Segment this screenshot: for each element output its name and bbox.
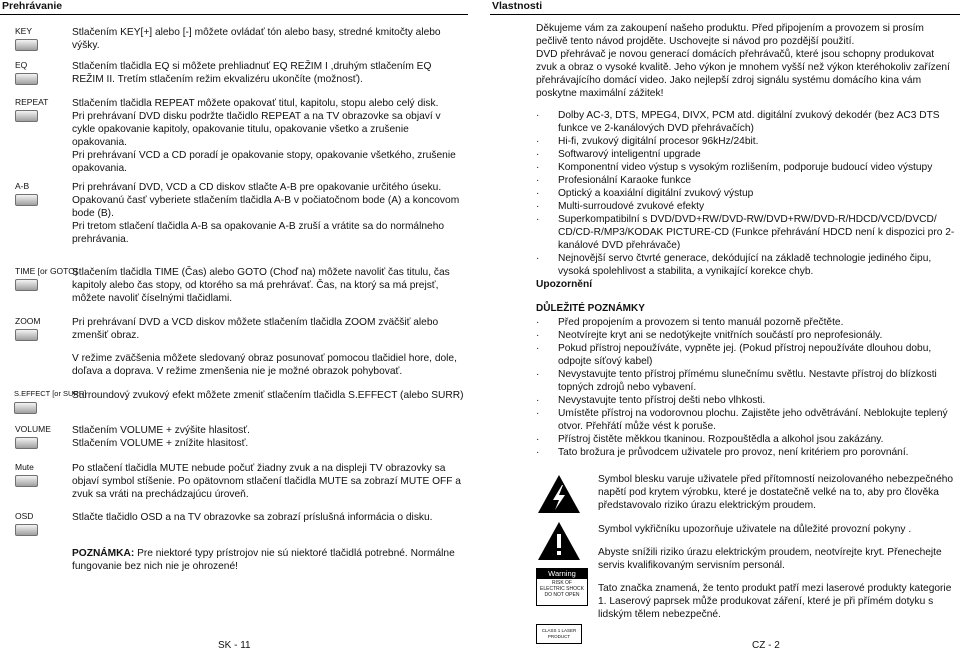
remote-button-icon: [15, 279, 38, 291]
list-item: · Komponentní video výstup s vysokým rozlišením, podporuje budoucí video výstupy: [536, 162, 933, 173]
bullet-icon: ·: [536, 434, 540, 445]
list-item: · Před propojením a provozem si tento manuál pozorně přečtěte.: [536, 317, 844, 328]
key-label-zoom: ZOOM: [15, 316, 71, 341]
list-item: · Nevystavujte tento přístroj přímému slunečnímu světlu. Nestavte přístroj do blízkosti topných zdrojů nebo vybavení.: [536, 369, 937, 393]
bullet-icon: ·: [536, 214, 540, 225]
left-page: [0, 0, 468, 658]
key-label-key: KEY: [15, 26, 71, 51]
note-text: Pre niektoré typy prístrojov nie sú niektoré tlačidlá potrebné. Normálne fungovanie bez nich nie je ohrozené!: [72, 548, 455, 572]
list-item: · Multi-surroudové zvukové efekty: [536, 201, 705, 212]
list-item: · Nejnovější servo čtvrté generace, dekódující na základě technologie jediného čipu, vysoká spolehlivost a stabilita, a vynikající korekce chyb.: [536, 253, 932, 277]
desc-ab: Pri prehrávaní DVD, VCD a CD diskov stlačte A-B pre opakovanie určitého úseku. Opakovanú časť vyberiete stlačením tlačidla A-B v počiatočnom bode (A) a koncovom bode (B). Pri tretom stlačení tlačidla A-B sa opakovanie A-B zruší a vrátite sa do normálneho prehrávania.: [72, 182, 460, 245]
bullet-icon: ·: [536, 317, 540, 328]
desc-repeat: Stlačením tlačidla REPEAT môžete opakovať titul, kapitolu, stopu alebo celý disk. Pri prehrávaní DVD disku podržte tlačidlo REPEAT a na TV obrazovke sa objaví v cykle opakovanie kapitoly, opakovanie titulu, opakovanie všetko a zrušenie opakovania. Pri prehrávaní VCD a CD poradí je opakovanie stopy, opakovanie všetkého, zrušenie opakovania.: [72, 98, 456, 174]
bolt-warning-text: Symbol blesku varuje uživatele před přítomností neizolovaného nebezpečného napětí pod krytem výrobku, které je dostatečně velké na to, aby pro člověka představovalo riziko úrazu elektrickým proudem.: [598, 474, 954, 511]
bullet-icon: ·: [536, 201, 540, 212]
remote-button-icon: [14, 402, 37, 414]
remote-button-icon: [15, 39, 38, 51]
section-title-features: Vlastnosti: [490, 0, 960, 15]
bullet-icon: ·: [536, 149, 540, 160]
key-label-osd: OSD: [15, 511, 71, 536]
desc-time: Stlačením tlačidla TIME (Čas) alebo GOTO (Choď na) môžete navoliť čas titulu, čas kapitoly alebo čas stopy, od ktorého sa má prehrávať. Čas, na ktorý sa má prejsť, môžete navoliť číselnými tlačidlami.: [72, 267, 450, 304]
intro: Děkujeme vám za zakoupení našeho produktu. Před připojením a provozem si prosím pečlivě tento návod projděte. Uschovejte si návod pro pozdější použití. DVD přehrávač je novou generací domácích přehrávačů, které jsou schopny produkovat zvuk a obraz o vysoké kvalitě. Jeho výkon je mnohem vyšší než výkon kteréhokoliv zařízení přehrávajícího domácí video. Jako nejlepší zdroj signálu systému domácího kina vám poskytne maximální zážitek!: [536, 23, 950, 99]
features-list: [536, 109, 958, 278]
right-page: [490, 0, 960, 658]
remote-button-icon: [15, 524, 38, 536]
list-item: · Umístěte přístroj na vodorovnou plochu. Zajistěte jeho odvětrávání. Neblokujte teplený otvor. Přehřátí může vést k poruše.: [536, 408, 948, 432]
bullet-icon: ·: [536, 175, 540, 186]
remote-button-icon: [15, 194, 38, 206]
bullet-icon: ·: [536, 447, 540, 458]
remote-button-icon: [15, 475, 38, 487]
laser-class-sticker: CLASS 1 LASER PRODUCT: [536, 624, 582, 644]
bullet-icon: ·: [536, 162, 540, 173]
desc-osd: Stlačte tlačidlo OSD a na TV obrazovke sa zobrazí príslušná informácia o disku.: [72, 512, 433, 523]
list-item: · Nevystavujte tento přístroj dešti nebo vlhkosti.: [536, 395, 766, 406]
exclamation-warning-text: Symbol vykřičníku upozorňuje uživatele na důležité provozní pokyny .: [598, 524, 912, 535]
warnings-title: Upozornění: [536, 279, 593, 290]
note: [72, 547, 462, 573]
page-number-right: CZ - 2: [752, 640, 780, 651]
warning-sticker-title: Warning: [537, 569, 587, 579]
section-title-playback: Prehrávanie: [0, 0, 468, 15]
bullet-icon: ·: [536, 110, 540, 121]
bullet-icon: ·: [536, 330, 540, 341]
bullet-icon: ·: [536, 343, 540, 354]
notes-list: [536, 316, 956, 459]
page-number-left: SK - 11: [218, 640, 251, 651]
key-label-time: TIME [or GOTO]: [15, 266, 71, 291]
desc-mute: Po stlačení tlačidla MUTE nebude počuť žiadny zvuk a na displeji TV obrazovky sa objaví symbol stíšenie. Po opätovnom stlačení tlačidla MUTE sa zobrazí MUTE OFF a zvuk sa vráti na prechádzajúcu úroveň.: [72, 463, 461, 500]
warning-sticker: [536, 568, 588, 606]
list-item: · Hi-fi, zvukový digitální procesor 96kHz/24bit.: [536, 136, 759, 147]
lightning-bolt-icon: [536, 473, 582, 515]
key-label-mute: Mute: [15, 462, 71, 487]
exclamation-icon: [536, 520, 582, 562]
note-label: POZNÁMKA:: [72, 548, 135, 559]
bullet-icon: ·: [536, 369, 540, 380]
list-item: · Profesionální Karaoke funkce: [536, 175, 692, 186]
list-item: · Neotvírejte kryt ani se nedotýkejte vnitřních součástí pro neprofesionály.: [536, 330, 883, 341]
desc-key: Stlačením KEY[+] alebo [-] môžete ovládať tón alebo basy, stredné kmitočty alebo výšky.: [72, 27, 441, 51]
remote-button-icon: [15, 437, 38, 449]
key-label-seffect: S.EFFECT [or SURR]: [14, 389, 70, 414]
bullet-icon: ·: [536, 188, 540, 199]
laser-text: Tato značka znamená, že tento produkt patří mezi laserové produkty kategorie 1. Laserový paprsek může produkovat záření, které je při přímém dotyku s lidským tělem nebezpečné.: [598, 583, 952, 620]
bullet-icon: ·: [536, 408, 540, 419]
list-item: · Optický a koaxiální digitální zvukový výstup: [536, 188, 754, 199]
warning-sticker-text: RISK OF ELECTRIC SHOCK DO NOT OPEN: [540, 580, 584, 598]
list-item: · Tato brožura je průvodcem uživatele pro provoz, není kritériem pro porovnání.: [536, 447, 909, 458]
key-label-volume: VOLUME: [15, 424, 71, 449]
key-label-eq: EQ: [15, 60, 71, 85]
key-label-ab: A-B: [15, 181, 71, 206]
bullet-icon: ·: [536, 253, 540, 264]
bullet-icon: ·: [536, 395, 540, 406]
important-notes-title: DŮLEŽITÉ POZNÁMKY: [536, 303, 645, 314]
desc-zoom: Pri prehrávaní DVD a VCD diskov môžete stlačením tlačidla ZOOM zväčšiť alebo zmenšiť obraz. V režime zväčšenia môžete sledovaný obraz posunovať pomocou tlačidiel hore, dole, doľava a doprava. V režime zmenšenia nie je možné obrazok pohybovať.: [72, 317, 457, 377]
shock-warning-text: Abyste snížili riziko úrazu elektrickým proudem, neotvírejte kryt. Přenechejte servis kvalifikovaným servisním personál.: [598, 547, 942, 571]
desc-eq: Stlačením tlačidla EQ si môžete prehliadnuť EQ REŽIM I ,druhým stlačením EQ REŽIM II. Tretím stlačením režim ekvalizéru ukončíte (možnosť).: [72, 61, 432, 85]
remote-button-icon: [15, 110, 38, 122]
list-item: · Dolby AC-3, DTS, MPEG4, DIVX, PCM atd. digitální zvukový dekodér (bez AC3 DTS funkce ve 2-kanálových DVD přehrávačích): [536, 110, 940, 134]
list-item: · Softwarový inteligentní upgrade: [536, 149, 701, 160]
remote-button-icon: [15, 73, 38, 85]
desc-volume: Stlačením VOLUME + zvýšite hlasitosť. Stlačením VOLUME + znížite hlasitosť.: [72, 425, 250, 449]
list-item: · Přístroj čistěte měkkou tkaninou. Rozpouštědla a alkohol jsou zakázány.: [536, 434, 884, 445]
remote-button-icon: [15, 329, 38, 341]
list-item: · Pokud přístroj nepoužíváte, vypněte jej. (Pokud přístroj nepoužíváte dlouhou dobu, odpojte síťový kabel): [536, 343, 932, 367]
desc-seffect: Surroundový zvukový efekt môžete zmeniť stlačením tlačidla S.EFFECT (alebo SURR): [72, 390, 464, 401]
bullet-icon: ·: [536, 136, 540, 147]
key-label-repeat: REPEAT: [15, 97, 71, 122]
list-item: · Superkompatibilní s DVD/DVD+RW/DVD-RW/DVD+RW/DVD-R/HDCD/VCD/DVCD/ CD/CD-R/MP3/KODAK PICTURE-CD (Funkce přehrávání HDCD není k dispozici pro 2-kanálové DVD přehrávače): [536, 214, 955, 251]
